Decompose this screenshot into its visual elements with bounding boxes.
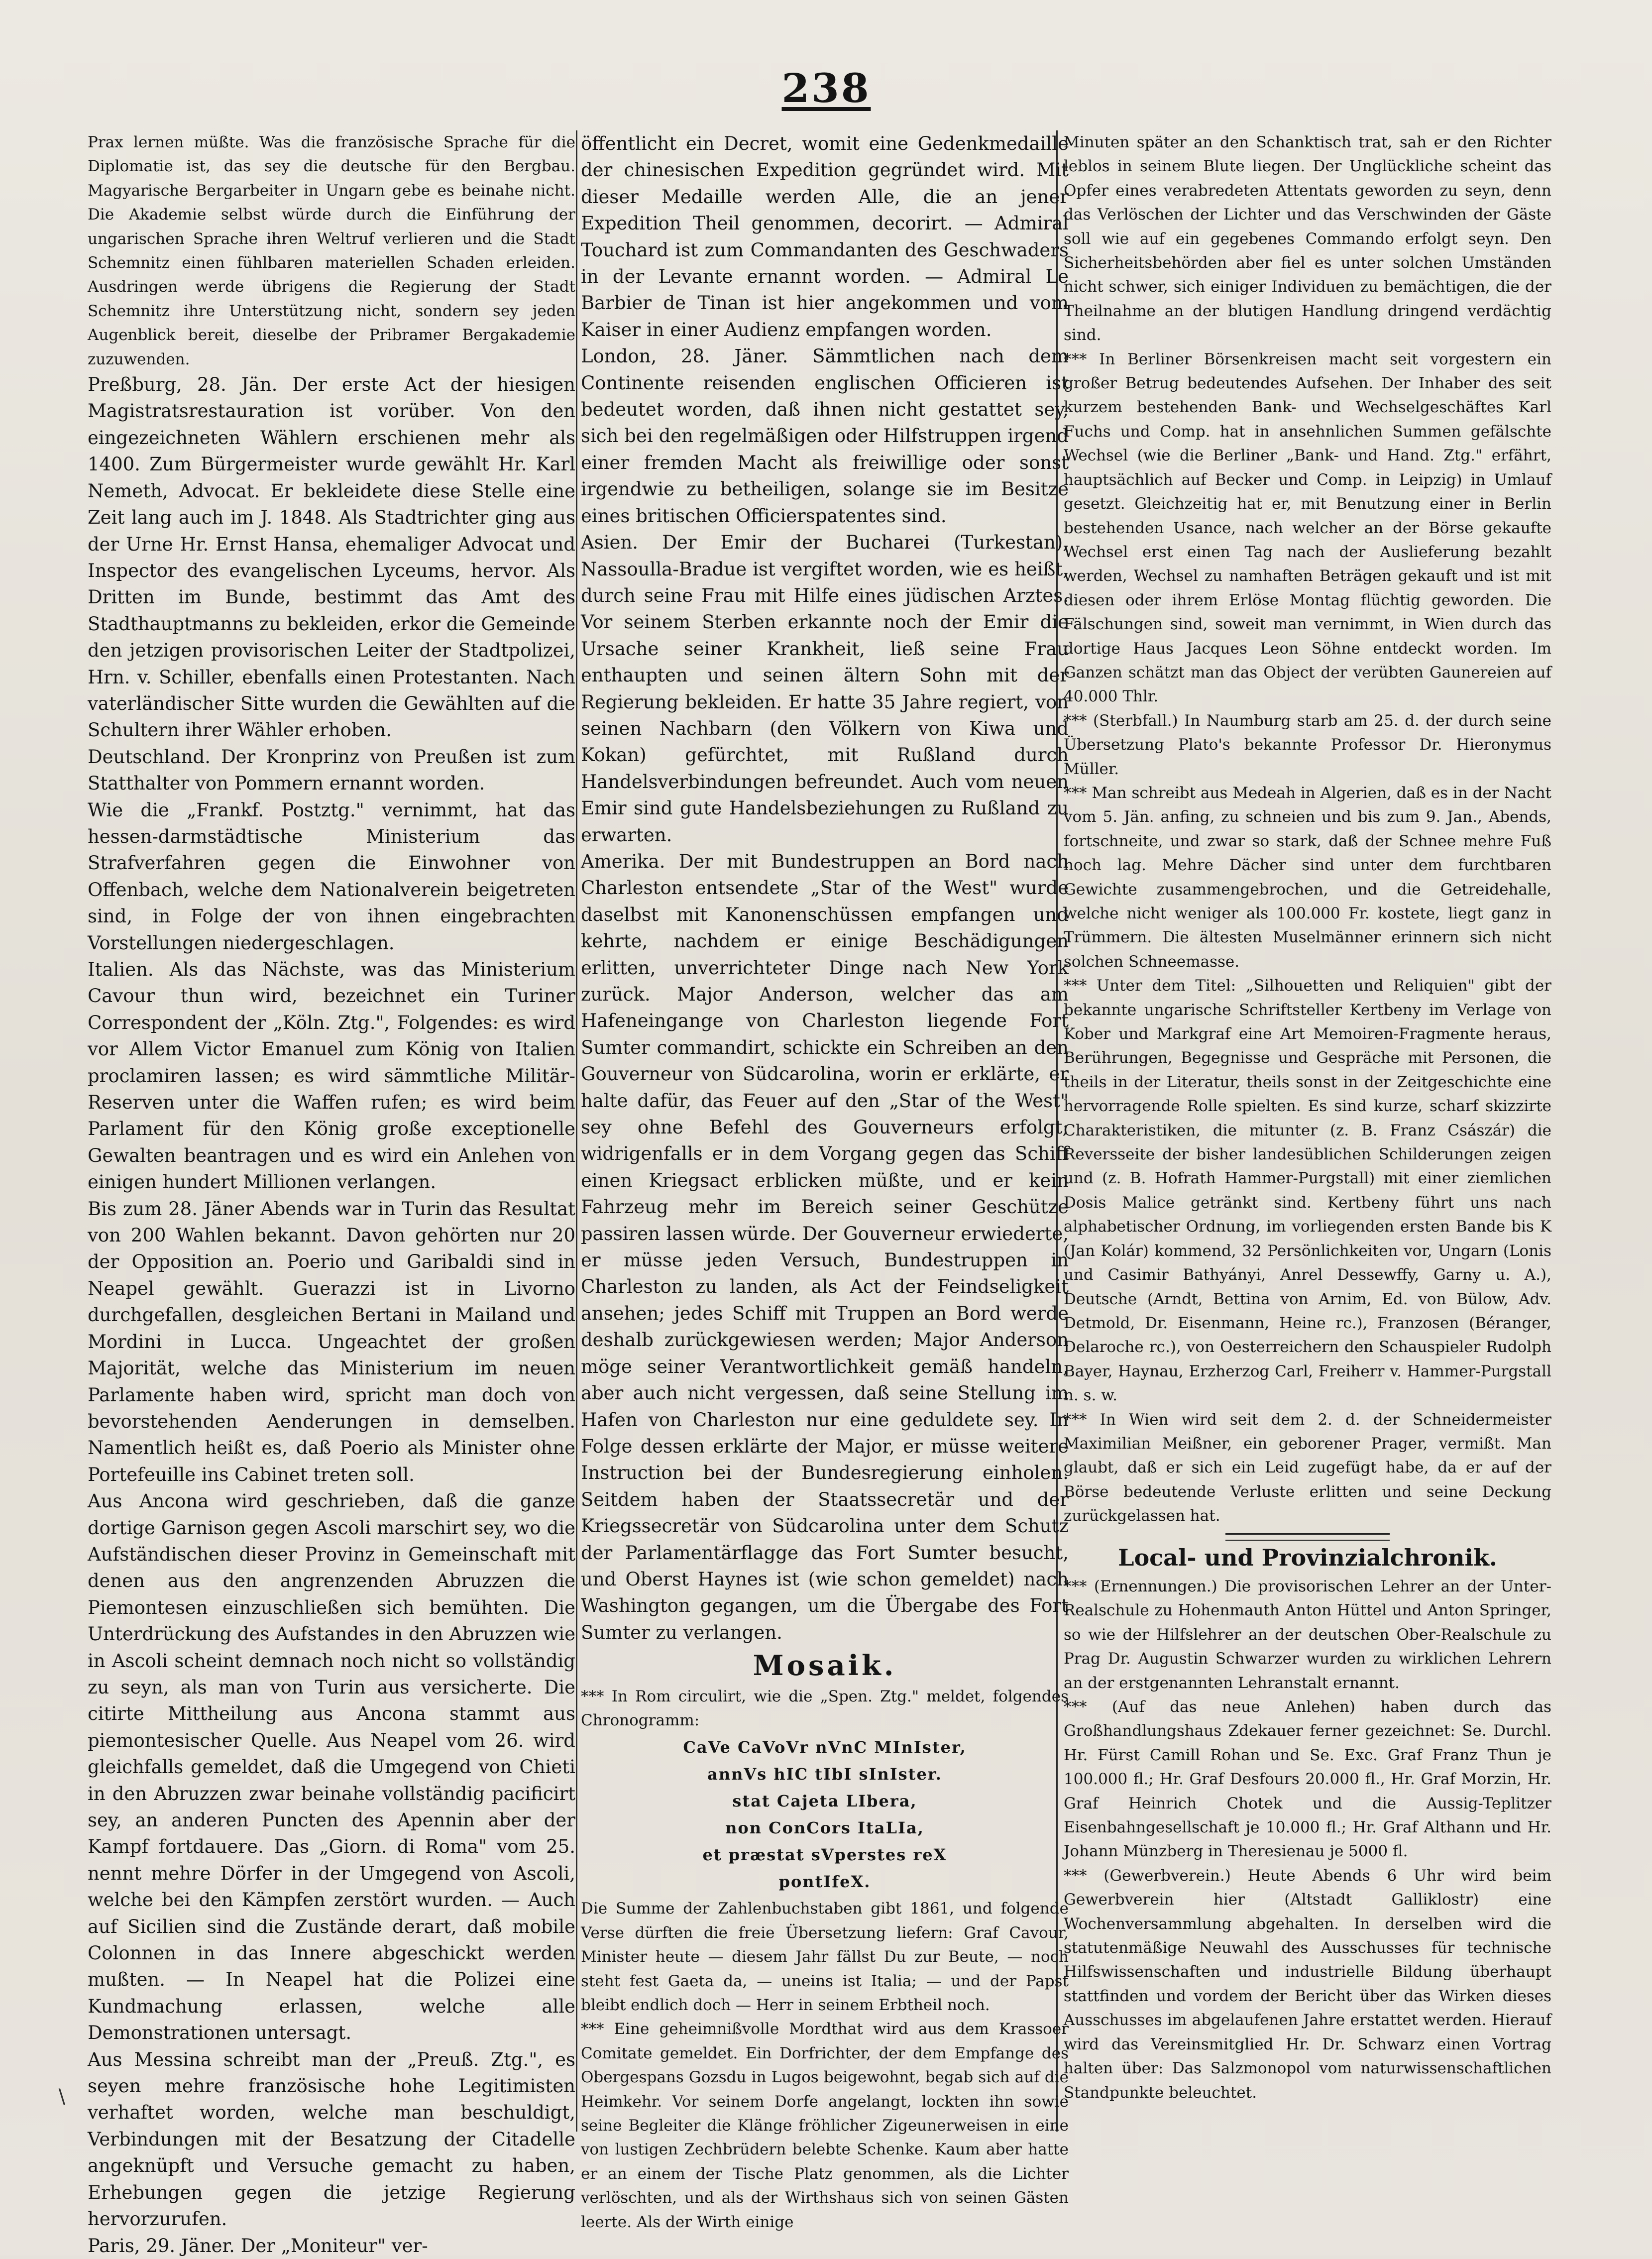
paragraph: Deutschland. Der Kronprinz von Preußen ist zum Statthalter von Pommern ernannt worden. bbox=[88, 746, 575, 794]
paragraph: Prax lernen müßte. Was die französische Sprache für die Diplomatie ist, das sey die deutsche für den Bergbau. Magyarische Bergarbeiter in Ungarn gebe es beinahe nicht. Die Akademie selbst würde durch die Einführung der ungarischen Sprache ihren Weltruf verlieren und die Stadt Schemnitz einen fühlbaren materiellen Schaden erleiden. Ausdringen werde übrigens die Regierung der Stadt Schemnitz ihre Unterstützung nicht, sondern sey jeden Augenblick bereit, dieselbe der Pribramer Bergakademie zuzuwenden. bbox=[88, 133, 575, 368]
paragraph: *** Unter dem Titel: „Silhouetten und Reliquien" gibt der bekannte ungarische Schriftsteller Kertbeny im Verlage von Kober und Markgraf eine Art Memoiren-Fragmente heraus, Berührungen, Begegnisse und Gespräche mit Personen, die theils in der Literatur, theils sonst in der Zeitgeschichte eine hervorragende Rolle spielten. Es sind kurze, scharf skizzirte Charakteristiken, die mitunter (z. B. Franz Császár) die Reversseite der bisher landesüblichen Schilderungen zeigen und (z. B. Hofrath Hammer-Purgstall) mit einer ziemlichen Dosis Malice getränkt sind. Kertbeny führt uns nach alphabetischer Ordnung, im vorliegenden ersten Bande bis K (Jan Kolár) kommend, 32 Persönlichkeiten vor, Ungarn (Lonis und Casimir Bathyányi, Anrel Dessewffy, Garny u. A.), Deutsche (Arndt, Bettina von Arnim, Ed. von Bülow, Adv. Detmold, Dr. Eisenmann, Heine rc.), Franzosen (Béranger, Delaroche rc.), von Oesterreichern den Schauspieler Rudolph Bayer, Haynau, Erzherzog Carl, Freiherr v. Hammer-Purgstall n. s. w. bbox=[1064, 977, 1551, 1405]
paragraph: *** In Wien wird seit dem 2. d. der Schneidermeister Maximilian Meißner, ein geborener Prager, vermißt. Man glaubt, daß er sich ein Leid zugefügt habe, da er auf der Börse bedeutende Verluste erlitten und seine Deckung zurückgelassen hat. bbox=[1064, 1410, 1551, 1525]
paragraph: *** Man schreibt aus Medeah in Algerien, daß es in der Nacht vom 5. Jän. anfing, zu schneien und bis zum 9. Jan., Abends, fortschneite, und zwar so stark, daß der Schnee mehre Fuß hoch lag. Mehre Dächer sind unter dem furchtbaren Gewichte zusammengebrochen, und die Getreidehalle, welche nicht weniger als 100.000 Fr. kostete, liegt ganz in Trümmern. Die ältesten Muselmänner erinnern sich nicht solchen Schneemasse. bbox=[1064, 784, 1551, 971]
column-rule bbox=[576, 130, 577, 2132]
paragraph: Preßburg, 28. Jän. Der erste Act der hiesigen Magistratsrestauration ist vorüber. Von den eingezeichneten Wählern erschienen mehr als 1400. Zum Bürgermeister wurde gewählt Hr. Karl Nemeth, Advocat. Er bekleidete diese Stelle eine Zeit lang auch im J. 1848. Als Stadtrichter ging aus der Urne Hr. Ernst Hansa, ehemaliger Advocat und Inspector des evangelischen Lyceums, hervor. Als Dritten im Bunde, bestimmt das Amt des Stadthauptmanns zu bekleiden, erkor die Gemeinde den jetzigen provisorischen Leiter der Stadtpolizei, Hrn. v. Schiller, ebenfalls einen Protestanten. Nach vaterländischer Sitte wurden die Gewählten auf die Schultern ihrer Wähler erhoben. bbox=[88, 374, 575, 741]
local-chronicle-heading: Local- und Provinzialchronik. bbox=[1118, 1544, 1497, 1571]
paragraph: öffentlicht ein Decret, womit eine Gedenkmedaille der chinesischen Expedition gegründet wird. Mit dieser Medaille werden Alle, die an jener Expedition Theil genommen, decorirt. — Admiral Touchard ist zum Commandanten des Geschwaders in der Levante ernannt worden. — Admiral Le Barbier de Tinan ist hier angekommen und vom Kaiser in einer Audienz empfangen worden. bbox=[581, 133, 1069, 340]
chronogram-line: et præstat sVperstes reX bbox=[702, 1845, 947, 1865]
column-1 bbox=[88, 130, 575, 2257]
chronogram-line: non ConCors ItaLIa, bbox=[725, 1818, 924, 1838]
paragraph: *** (Gewerbverein.) Heute Abends 6 Uhr wird beim Gewerbverein hier (Altstadt Galliklostr) eine Wochenversammlung abgehalten. In derselben wird die statutenmäßige Neuwahl des Ausschusses für technische Hilfswissenschaften und industrielle Bildung überhaupt stattfinden und vordem der Bericht über das Wirken dieses Ausschusses im abgelaufenen Jahre erstattet werden. Hierauf wird das Vereinsmitglied Hr. Dr. Schwarz einen Vortrag halten über: Das Salzmonopol vom naturwissenschaftlichen Standpunkte beleuchtet. bbox=[1064, 1866, 1551, 2102]
paragraph: *** Eine geheimnißvolle Mordthat wird aus dem Krassoer Comitate gemeldet. Ein Dorfrichter, der dem Empfange des Obergespans Gozsdu in Lugos beigewohnt, begab sich auf die Heimkehr. Vor seinem Dorfe angelangt, lockten ihn sowie seine Begleiter die Klänge fröhlicher Zigeunerweisen in eine von lustigen Zechbrüdern belebte Schenke. Kaum aber hatte er an einem der Tische Platz genommen, als die Lichter verlöschten, und als der Wirthshaus sich von seinen Gästen leerte. Als der Wirth einige bbox=[581, 2020, 1069, 2231]
mosaik-heading: Mosaik. bbox=[753, 1649, 897, 1683]
paragraph: *** In Rom circulirt, wie die „Spen. Ztg." meldet, folgendes Chronogramm: bbox=[581, 1687, 1069, 1729]
paragraph: Aus Ancona wird geschrieben, daß die ganze dortige Garnison gegen Ascoli marschirt sey, wo die Aufständischen dieser Provinz in Gemeinschaft mit denen aus den angrenzenden Abruzzen die Piemontesen einzuschließen sich bemühten. Die Unterdrückung des Aufstandes in den Abruzzen wie in Ascoli scheint demnach noch nicht so vollständig zu seyn, als man von Turin aus versicherte. Die citirte Mittheilung aus Ancona stammt aus piemontesischer Quelle. Aus Neapel vom 26. wird gleichfalls gemeldet, daß die Umgegend von Chieti in den Abruzzen zwar beinahe vollständig pacificirt sey, an anderen Puncten des Apennin aber der Kampf fortdauere. Das „Giorn. di Roma" vom 25. nennt mehre Dörfer in der Umgegend von Ascoli, welche bei den Kämpfen zerstört wurden. — Auch auf Sicilien sind die Zustände derart, daß mobile Colonnen in das Innere abgeschickt werden mußten. — In Neapel hat die Polizei eine Kundmachung erlassen, welche alle Demonstrationen untersagt. bbox=[88, 1490, 575, 2044]
chronogram-line: stat Cajeta LIbera, bbox=[732, 1792, 917, 1811]
paragraph: *** (Sterbfall.) In Naumburg starb am 25. d. der durch seine Übersetzung Plato's bekannte Professor Dr. Hieronymus Müller. bbox=[1064, 711, 1551, 778]
paragraph: *** In Berliner Börsenkreisen macht seit vorgestern ein großer Betrug bedeutendes Aufsehen. Der Inhaber des seit kurzem bestehenden Bank- und Wechselgeschäftes Karl Fuchs und Comp. hat in ansehnlichen Summen gefälschte Wechsel (wie die Berliner „Bank- und Hand. Ztg." erfährt, hauptsächlich auf Becker und Comp. in Leipzig) in Umlauf gesetzt. Gleichzeitig hat er, mit Benutzung einer in Berlin bestehenden Usance, nach welcher an der Börse gekaufte Wechsel erst einen Tag nach der Auslieferung bezahlt werden, Wechsel zu namhaften Beträgen gekauft und ist mit diesen oder ihrem Erlöse Montag flüchtig geworden. Die Fälschungen sind, soweit man vernimmt, in Wien durch das dortige Haus Jacques Leon Söhne entdeckt worden. Im Ganzen schätzt man das Object der verübten Gaunereien auf 40.000 Thlr. bbox=[1064, 350, 1551, 706]
chronogram-line: annVs hIC tIbI sInIster. bbox=[707, 1765, 942, 1784]
section-divider bbox=[1225, 1533, 1390, 1541]
column-3 bbox=[1064, 130, 1551, 2132]
paragraph: Bis zum 28. Jäner Abends war in Turin das Resultat von 200 Wahlen bekannt. Davon gehörten nur 20 der Opposition an. Poerio und Garibaldi sind in Neapel gewählt. Guerazzi ist in Livorno durchgefallen, desgleichen Bertani in Mailand und Mordini in Lucca. Ungeachtet der großen Majorität, welche das Ministerium im neuen Parlamente haben wird, spricht man doch von bevorstehenden Aenderungen in demselben. Namentlich heißt es, daß Poerio als Minister ohne Portefeuille ins Cabinet treten soll. bbox=[88, 1198, 575, 1485]
paragraph: Paris, 29. Jäner. Der „Moniteur" ver- bbox=[88, 2235, 428, 2257]
paragraph: Asien. Der Emir der Bucharei (Turkestan), Nassoulla-Bradue ist vergiftet worden, wie es heißt, durch seine Frau mit Hilfe eines jüdischen Arztes. Vor seinem Sterben erkannte noch der Emir die Ursache seiner Krankheit, ließ seine Frau enthaupten und seinen ältern Sohn mit der Regierung bekleiden. Er hatte 35 Jahre regiert, von seinen Nachbarn (den Völkern von Kiwa und Kokan) gefürchtet, mit Rußland durch Handelsverbindungen befreundet. Auch vom neuen Emir sind gute Handelsbeziehungen zu Rußland zu erwarten. bbox=[581, 532, 1069, 846]
paragraph: Wie die „Frankf. Postztg." vernimmt, hat das hessen-darmstädtische Ministerium das Strafverfahren gegen die Einwohner von Offenbach, welche dem Nationalverein beigetreten sind, in Folge der von ihnen eingebrachten Vorstellungen niedergeschlagen. bbox=[88, 799, 575, 954]
chronogram-line: CaVe CaVoVr nVnC MInIster, bbox=[683, 1738, 967, 1757]
paragraph: London, 28. Jäner. Sämmtlichen nach dem Continente reisenden englischen Officieren ist bedeutet worden, daß ihnen nicht gestattet sey, sich bei den regelmäßigen oder Hilfstruppen irgend einer fremden Macht als freiwillige oder sonst irgendwie zu betheiligen, solange sie im Besitze eines britischen Officierspatentes sind. bbox=[581, 345, 1069, 527]
paragraph: Die Summe der Zahlenbuchstaben gibt 1861, und folgende Verse dürften die freie Übersetzung liefern: Graf Cavour, Minister heute — diesem Jahr fällst Du zur Beute, — noch steht fest Gaeta da, — uneins ist Italia; — und der Papst bleibt endlich doch — Herr in seinem Erbtheil noch. bbox=[581, 1900, 1069, 2014]
paragraph: Minuten später an den Schanktisch trat, sah er den Richter leblos in seinem Blute liegen. Der Unglückliche scheint das Opfer eines verabredeten Attentats geworden zu seyn, denn das Verlöschen der Lichter und das Verschwinden der Gäste soll wie auf ein gegebenes Commando erfolgt seyn. Den Sicherheitsbehörden aber fiel es unter solchen Umständen nicht schwer, sich einiger Individuen zu bemächtigen, die der Theilnahme an der blutigen Handlung dringend verdächtig sind. bbox=[1064, 133, 1551, 344]
column-2 bbox=[581, 130, 1069, 2231]
paragraph: *** (Auf das neue Anlehen) haben durch das Großhandlungshaus Zdekauer ferner gezeichnet: Se. Durchl. Hr. Fürst Camill Rohan und Se. Exc. Graf Franz Thun je 100.000 fl.; Hr. Graf Desfours 20.000 fl., Hr. Graf Morzin, Hr. Graf Heinrich Chotek und die Aussig-Teplitzer Eisenbahngesellschaft je 10.000 fl.; Hr. Graf Althann und Hr. Johann Münzberg in Theresienau je 5000 fl. bbox=[1064, 1698, 1551, 1861]
page-number: 238 bbox=[781, 65, 871, 112]
paragraph: Aus Messina schreibt man der „Preuß. Ztg.", es seyen mehre französische hohe Legitimisten verhaftet worden, welche man beschuldigt, Verbindungen mit der Besatzung der Citadelle angeknüpft und Versuche gemacht zu haben, Erhebungen gegen die jetzige Regierung hervorzurufen. bbox=[88, 2048, 575, 2230]
paragraph: *** (Ernennungen.) Die provisorischen Lehrer an der Unter-Realschule zu Hohenmauth Anton Hüttel und Anton Springer, so wie der Hilfslehrer an der deutschen Ober-Realschule zu Prag Dr. Augustin Schwarzer wurden zu wirklichen Lehrern an der erstgenannten Lehranstalt ernannt. bbox=[1064, 1577, 1551, 1692]
chronogram-line: pontIfeX. bbox=[778, 1872, 871, 1892]
paragraph: Italien. Als das Nächste, was das Ministerium Cavour thun wird, bezeichnet ein Turiner Correspondent der „Köln. Ztg.", Folgendes: es wird vor Allem Victor Emanuel zum König von Italien proclamiren lassen; es wird sämmtliche Militär-Reserven unter die Waffen rufen; es wird beim Parlament für den König große exceptionelle Gewalten beantragen und es wird ein Anlehen von einigen hundert Millionen verlangen. bbox=[88, 959, 575, 1193]
page-edge-mark: ∖ bbox=[55, 2086, 68, 2109]
paragraph: Amerika. Der mit Bundestruppen an Bord nach Charleston entsendete „Star of the West" wurde daselbst mit Kanonenschüssen empfangen und kehrte, nachdem er einige Beschädigungen erlitten, unverrichteter Dinge nach New York zurück. Major Anderson, welcher das am Hafeneingange von Charleston liegende Fort Sumter commandirt, schickte ein Schreiben an den Gouverneur von Südcarolina, worin er erklärte, er halte dafür, das Feuer auf den „Star of the West" sey ohne Befehl des Gouverneurs erfolgt; widrigenfalls er in dem Vorgang gegen das Schiff einen Kriegsact erblicken müßte, und er kein Fahrzeug mehr im Bereich seiner Geschütze passiren lassen würde. Der Gouverneur erwiederte, er müsse jeden Versuch, Bundestruppen in Charleston zu landen, als Act der Feindseligkeit ansehen; jedes Schiff mit Truppen an Bord werde deshalb zurückgewiesen werden; Major Anderson möge seiner Verantwortlichkeit gemäß handeln, aber auch nicht vergessen, daß seine Stellung im Hafen von Charleston nur eine geduldete sey. In Folge dessen erklärte der Major, er müsse weitere Instruction bei der Bundesregierung einholen. Seitdem haben der Staatssecretär und der Kriegssecretär von Südcarolina unter dem Schutz der Parlamentärflagge das Fort Sumter besucht, und Oberst Haynes ist (wie schon gemeldet) nach Washington gegangen, um die Übergabe des Fort Sumter zu verlangen. bbox=[581, 850, 1069, 1643]
